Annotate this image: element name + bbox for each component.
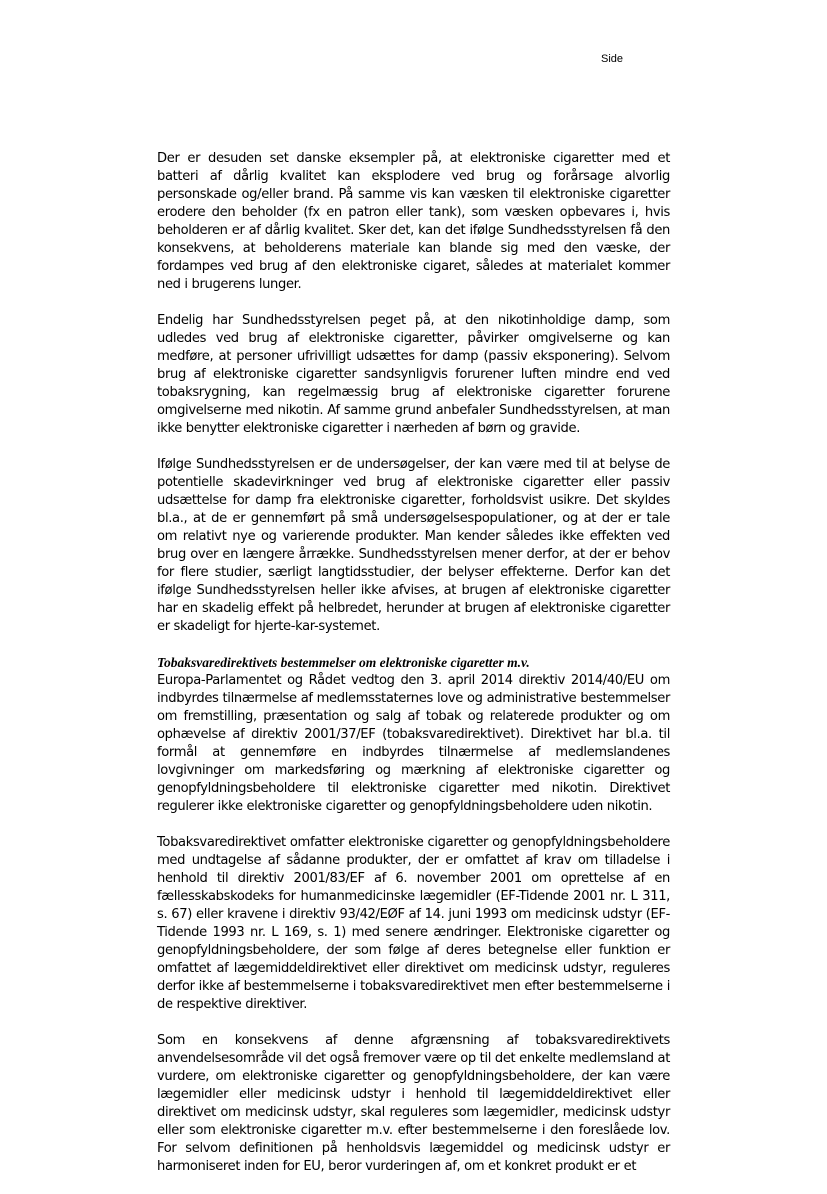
paragraph-battery-risks: Der er desuden set danske eksempler på, at elektroniske cigaretter med et batteri af dårlig kvalitet kan eksplodere ved brug og forårsage alvorlig personskade og/eller brand. På samme vis kan væsken til elektroniske cigaretter erodere den beholder (fx en patron eller tank), som væsken opbevares i, hvis beholderen er af dårlig kvalitet. Sker det, kan det ifølge Sundhedsstyrelsen få den konsekvens, at beholderens materiale kan blande sig med den væske, der fordampes ved brug af den elektroniske cigaret, således at materialet kommer ned i brugerens lunger. [157, 151, 670, 292]
paragraph-directive-adoption: Europa-Parlamentet og Rådet vedtog den 3. april 2014 direktiv 2014/40/EU om indbyrdes tilnærmelse af medlemsstaternes love og administrative bestemmelser om fremstilling, præsentation og salg af tobak og relaterede produkter og om ophævelse af direktiv 2001/37/EF (tobaksvaredirektivet). Direktivet har bl.a. til formål at gennemføre en indbyrdes tilnærmelse af medlemslandenes lovgivninger om markedsføring og mærkning af elektroniske cigaretter og genopfyldningsbeholdere til elektroniske cigaretter med nikotin. Direktivet regulerer ikke elektroniske cigaretter og genopfyldningsbeholdere uden nikotin. [157, 673, 670, 814]
paragraph-member-state-assessment: Som en konsekvens af denne afgrænsning af tobaksvaredirektivets anvendelsesområde vil det også fremover være op til det enkelte medlemsland at vurdere, om elektroniske cigaretter og genopfyldningsbeholdere, der kan være lægemidler eller medicinsk udstyr i henhold til lægemiddeldirektivet eller direktivet om medicinsk udstyr, skal reguleres som lægemidler, medicinsk udstyr eller som elektroniske cigaretter m.v. efter bestemmelserne i den foreslåede lov. For selvom definitionen på henholdsvis lægemiddel og medicinsk udstyr er harmoniseret inden for EU, beror vurderingen af, om et konkret produkt er et [157, 1033, 670, 1174]
page-header-label: Side [601, 53, 624, 65]
paragraph-directive-scope: Tobaksvaredirektivet omfatter elektroniske cigaretter og genopfyldningsbeholdere med undtagelse af sådanne produkter, der er omfattet af krav om tilladelse i henhold til direktiv 2001/83/EF af 6. november 2001 om oprettelse af en fællesskabskodeks for humanmedicinske lægemidler (EF-Tidende 2001 nr. L 311, s. 67) eller kravene i direktiv 93/42/EØF af 14. juni 1993 om medicinsk udstyr (EF-Tidende 1993 nr. L 169, s. 1) med senere ændringer. Elektroniske cigaretter og genopfyldningsbeholdere, der som følge af deres betegnelse eller funktion er omfattet af lægemiddeldirektivet eller direktivet om medicinsk udstyr, reguleres derfor ikke af bestemmelserne i tobaksvaredirektivet men efter bestemmelserne i de respektive direktiver. [157, 835, 670, 1012]
section-heading: Tobaksvaredirektivets bestemmelser om elektroniske cigaretter m.v. [157, 655, 530, 670]
document-body [157, 150, 670, 1194]
paragraph-passive-exposure: Endelig har Sundhedsstyrelsen peget på, at den nikotinholdige damp, som udledes ved brug af elektroniske cigaretter, påvirker omgivelserne og kan medføre, at personer ufrivilligt udsættes for damp (passiv eksponering). Selvom brug af elektroniske cigaretter sandsynligvis forurener luften mindre end ved tobaksrygning, kan regelmæssig brug af elektroniske cigaretter forurene omgivelserne med nikotin. Af samme grund anbefaler Sundhedsstyrelsen, at man ikke benytter elektroniske cigaretter i nærheden af børn og gravide. [157, 313, 670, 436]
paragraph-study-uncertainty: Ifølge Sundhedsstyrelsen er de undersøgelser, der kan være med til at belyse de potentielle skadevirkninger ved brug af elektroniske cigaretter eller passiv udsættelse for damp fra elektroniske cigaretter, forholdsvist usikre. Det skyldes bl.a., at de er gennemført på små undersøgelsespopulationer, og at der er tale om relativt nye og varierende produkter. Man kender således ikke effekten ved brug over en længere årrække. Sundhedsstyrelsen mener derfor, at der er behov for flere studier, særligt langtidsstudier, der belyser effekterne. Derfor kan det ifølge Sundhedsstyrelsen heller ikke afvises, at brugen af elektroniske cigaretter har en skadelig effekt på helbredet, herunder at brugen af elektroniske cigaretter er skadeligt for hjerte-kar-systemet. [157, 457, 670, 634]
